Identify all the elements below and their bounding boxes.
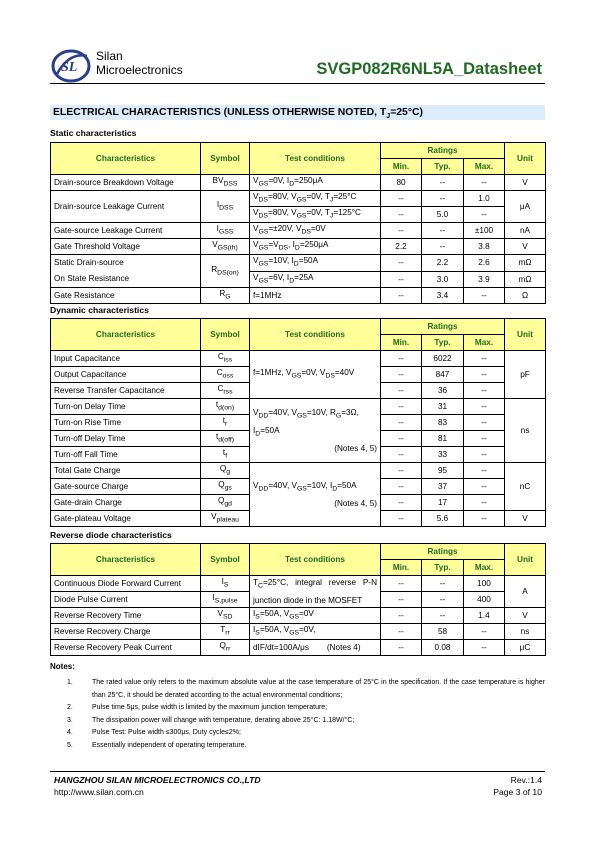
min-value: -- bbox=[381, 624, 422, 640]
typ-value: -- bbox=[422, 576, 464, 592]
min-value: -- bbox=[381, 511, 422, 527]
table-row bbox=[51, 351, 546, 367]
unit-value: V bbox=[505, 175, 546, 191]
col-characteristics: Characteristics bbox=[51, 544, 201, 576]
test-condition: $V_{GS}=0V$, $I_D=250\mu A$ bbox=[250, 175, 381, 191]
dynamic-table bbox=[50, 318, 546, 527]
silan-logo bbox=[51, 48, 91, 84]
col-ratings: Ratings bbox=[381, 143, 505, 159]
col-test-conditions: Test conditions bbox=[250, 319, 381, 351]
document-title: SVGP082R6NL5A_Datasheet bbox=[316, 60, 542, 78]
param-symbol: $I_{GSS}$ bbox=[201, 223, 250, 239]
max-value: 3.8 bbox=[464, 239, 505, 255]
company-name bbox=[96, 49, 183, 77]
min-value: -- bbox=[381, 255, 422, 272]
param-name: Drain-source Breakdown Voltage bbox=[51, 175, 201, 191]
max-value: -- bbox=[464, 479, 505, 495]
param-name: Reverse Recovery Time bbox=[51, 608, 201, 624]
typ-value: 95 bbox=[422, 463, 464, 479]
test-condition: $V_{GS}=6V$, $I_D=25A$ bbox=[250, 271, 381, 288]
typ-value: 5.0 bbox=[422, 207, 464, 223]
table-header-row bbox=[51, 143, 546, 159]
param-name: Turn-off Fall Time bbox=[51, 447, 201, 463]
min-value: -- bbox=[381, 367, 422, 383]
max-value: 2.6 bbox=[464, 255, 505, 272]
col-min: Min. bbox=[381, 560, 422, 576]
param-name: Input Capacitance bbox=[51, 351, 201, 367]
max-value: 1.4 bbox=[464, 608, 505, 624]
test-condition: $V_{GS}=\pm 20V$, $V_{DS}=0V$ bbox=[250, 223, 381, 239]
param-symbol: $I_S$ bbox=[201, 576, 250, 592]
max-value: -- bbox=[464, 431, 505, 447]
footer-url[interactable]: http://www.silan.com.cn bbox=[54, 787, 144, 797]
table-row bbox=[51, 640, 546, 656]
max-value: -- bbox=[464, 495, 505, 511]
min-value: -- bbox=[381, 608, 422, 624]
table-header-row bbox=[51, 544, 546, 560]
test-condition: $V_{DD}=40V$, $V_{GS}=10V$, $R_G=3\Omega$, $I_D=50A$ (Notes 4, 5) bbox=[250, 399, 381, 463]
col-min: Min. bbox=[381, 159, 422, 175]
typ-value: 6022 bbox=[422, 351, 464, 367]
note-item: 3. The dissipation power will change with temperature, derating above 25°C: 1.18W/°C; bbox=[67, 716, 355, 724]
max-value: 400 bbox=[464, 592, 505, 608]
max-value: -- bbox=[464, 624, 505, 640]
max-value: -- bbox=[464, 383, 505, 399]
col-symbol: Symbol bbox=[201, 319, 250, 351]
min-value: -- bbox=[381, 288, 422, 304]
footer-company: HANGZHOU SILAN MICROELECTRONICS CO.,LTD bbox=[54, 775, 261, 785]
param-symbol: $C_{oss}$ bbox=[201, 367, 250, 383]
typ-value: 33 bbox=[422, 447, 464, 463]
typ-value: 0.08 bbox=[422, 640, 464, 656]
table-header-row bbox=[51, 319, 546, 335]
max-value: -- bbox=[464, 367, 505, 383]
param-symbol: $Q_{gs}$ bbox=[201, 479, 250, 495]
col-min: Min. bbox=[381, 335, 422, 351]
max-value: -- bbox=[464, 175, 505, 191]
param-symbol: $R_{DS(on)}$ bbox=[201, 255, 250, 288]
col-characteristics: Characteristics bbox=[51, 319, 201, 351]
col-unit: Unit bbox=[505, 319, 546, 351]
min-value: -- bbox=[381, 223, 422, 239]
static-table bbox=[50, 142, 546, 304]
min-value: -- bbox=[381, 495, 422, 511]
table-row bbox=[51, 399, 546, 415]
max-value: -- bbox=[464, 640, 505, 656]
company-line-2: Microelectronics bbox=[96, 63, 183, 77]
col-max: Max. bbox=[464, 560, 505, 576]
footer-divider bbox=[50, 771, 545, 772]
min-value: -- bbox=[381, 463, 422, 479]
test-condition: dIF/dt=100A/μs (Notes 4) bbox=[250, 640, 381, 656]
col-max: Max. bbox=[464, 335, 505, 351]
header-divider bbox=[50, 83, 545, 84]
col-typ: Typ. bbox=[422, 560, 464, 576]
test-condition: $V_{GS}=10V$, $I_D=50A$ bbox=[250, 255, 381, 272]
param-name: Total Gate Charge bbox=[51, 463, 201, 479]
param-name: Turn-off Delay Time bbox=[51, 431, 201, 447]
typ-value: -- bbox=[422, 223, 464, 239]
unit-value: Ω bbox=[505, 288, 546, 304]
param-name: Static Drain-source On State Resistance bbox=[51, 255, 201, 288]
param-name: Diode Pulse Current bbox=[51, 592, 201, 608]
svg-text:SL: SL bbox=[61, 60, 78, 75]
unit-value: V bbox=[505, 239, 546, 255]
typ-value: 5.6 bbox=[422, 511, 464, 527]
unit-value: V bbox=[505, 511, 546, 527]
min-value: -- bbox=[381, 479, 422, 495]
test-condition: $T_C=25^\circ C$, integral reverse P-N junction diode in the MOSFET bbox=[250, 576, 381, 608]
unit-value: ns bbox=[505, 399, 546, 463]
typ-value: 3.0 bbox=[422, 271, 464, 288]
param-name: Gate-plateau Voltage bbox=[51, 511, 201, 527]
dynamic-title: Dynamic characteristics bbox=[50, 305, 149, 315]
col-unit: Unit bbox=[505, 143, 546, 175]
test-condition: $V_{DD}=40V$, $V_{GS}=10V$, $I_D=50A$ (Notes 4, 5) bbox=[250, 463, 381, 527]
typ-value: 36 bbox=[422, 383, 464, 399]
unit-value: V bbox=[505, 608, 546, 624]
unit-value: ns bbox=[505, 624, 546, 640]
diode-title: Reverse diode characteristics bbox=[50, 530, 172, 540]
col-unit: Unit bbox=[505, 544, 546, 576]
min-value: -- bbox=[381, 592, 422, 608]
max-value: -- bbox=[464, 351, 505, 367]
param-symbol: $C_{iss}$ bbox=[201, 351, 250, 367]
param-symbol: $Q_{gd}$ bbox=[201, 495, 250, 511]
typ-value: -- bbox=[422, 191, 464, 207]
param-symbol: $I_{DSS}$ bbox=[201, 191, 250, 223]
max-value: ±100 bbox=[464, 223, 505, 239]
table-row bbox=[51, 175, 546, 191]
table-row bbox=[51, 288, 546, 304]
max-value: -- bbox=[464, 463, 505, 479]
typ-value: -- bbox=[422, 239, 464, 255]
note-item: 4. Pulse Test: Pulse width ≤300μs, Duty cycle≤2%; bbox=[67, 729, 241, 736]
max-value: 3.9 bbox=[464, 271, 505, 288]
param-name: Continuous Diode Forward Current bbox=[51, 576, 201, 592]
param-symbol: $R_G$ bbox=[201, 288, 250, 304]
max-value: -- bbox=[464, 399, 505, 415]
unit-value: nC bbox=[505, 463, 546, 511]
col-max: Max. bbox=[464, 159, 505, 175]
param-name: Gate-source Charge bbox=[51, 479, 201, 495]
param-name: Reverse Recovery Charge bbox=[51, 624, 201, 640]
unit-value: μC bbox=[505, 640, 546, 656]
col-ratings: Ratings bbox=[381, 319, 505, 335]
unit-value: nA bbox=[505, 223, 546, 239]
test-condition: $I_S=50A$, $V_{GS}=0V$, bbox=[250, 624, 381, 640]
param-symbol: $Q_{rr}$ bbox=[201, 640, 250, 656]
param-symbol: $I_{S,pulse}$ bbox=[201, 592, 250, 608]
typ-value: 37 bbox=[422, 479, 464, 495]
param-name: Gate-source Leakage Current bbox=[51, 223, 201, 239]
typ-value: 2.2 bbox=[422, 255, 464, 272]
min-value: -- bbox=[381, 415, 422, 431]
min-value: -- bbox=[381, 207, 422, 223]
param-name: Gate-drain Charge bbox=[51, 495, 201, 511]
min-value: -- bbox=[381, 191, 422, 207]
test-condition: f=1MHz bbox=[250, 288, 381, 304]
param-symbol: $T_{rr}$ bbox=[201, 624, 250, 640]
param-name: Gate Resistance bbox=[51, 288, 201, 304]
param-symbol: $V_{plateau}$ bbox=[201, 511, 250, 527]
typ-value: 31 bbox=[422, 399, 464, 415]
unit-value: pF bbox=[505, 351, 546, 399]
col-characteristics: Characteristics bbox=[51, 143, 201, 175]
max-value: 100 bbox=[464, 576, 505, 592]
col-symbol: Symbol bbox=[201, 544, 250, 576]
unit-value: mΩ bbox=[505, 271, 546, 288]
max-value: -- bbox=[464, 511, 505, 527]
min-value: -- bbox=[381, 271, 422, 288]
typ-value: 83 bbox=[422, 415, 464, 431]
param-name: Reverse Recovery Peak Current bbox=[51, 640, 201, 656]
min-value: -- bbox=[381, 640, 422, 656]
typ-value: -- bbox=[422, 175, 464, 191]
min-value: -- bbox=[381, 431, 422, 447]
param-symbol: $t_r$ bbox=[201, 415, 250, 431]
param-symbol: $C_{rss}$ bbox=[201, 383, 250, 399]
typ-value: -- bbox=[422, 592, 464, 608]
col-ratings: Ratings bbox=[381, 544, 505, 560]
param-symbol: $t_{d(on)}$ bbox=[201, 399, 250, 415]
footer-revision: Rev.:1.4 bbox=[510, 775, 542, 785]
col-test-conditions: Test conditions bbox=[250, 544, 381, 576]
param-name: Reverse Transfer Capacitance bbox=[51, 383, 201, 399]
unit-value: mΩ bbox=[505, 255, 546, 272]
param-name: Drain-source Leakage Current bbox=[51, 191, 201, 223]
footer-page: Page 3 of 10 bbox=[493, 787, 542, 797]
company-line-1: Silan bbox=[96, 49, 123, 63]
note-item: 5. Essentially independent of operating temperature. bbox=[67, 741, 247, 749]
min-value: -- bbox=[381, 447, 422, 463]
max-value: 1.0 bbox=[464, 191, 505, 207]
notes-title: Notes: bbox=[50, 662, 75, 671]
param-symbol: $BV_{DSS}$ bbox=[201, 175, 250, 191]
note-item: 1. The rated value only refers to the maximum absolute value at the case temperature of 25°C in the specification. If the case temperature is higher than 25°C, it should be derated according to the actual environmental conditions; bbox=[67, 679, 545, 699]
unit-value: μA bbox=[505, 191, 546, 223]
min-value: -- bbox=[381, 383, 422, 399]
table-row bbox=[51, 624, 546, 640]
diode-table bbox=[50, 543, 546, 656]
param-name: Gate Threshold Voltage bbox=[51, 239, 201, 255]
section-title: ELECTRICAL CHARACTERISTICS (UNLESS OTHERWISE NOTED, $T_J=25^\circ C$) bbox=[50, 105, 545, 120]
note-item: 2. Pulse time 5μs, pulse width is limited by the maximum junction temperature; bbox=[67, 704, 328, 711]
typ-value: 58 bbox=[422, 624, 464, 640]
typ-value: -- bbox=[422, 608, 464, 624]
min-value: -- bbox=[381, 351, 422, 367]
min-value: -- bbox=[381, 576, 422, 592]
col-typ: Typ. bbox=[422, 159, 464, 175]
param-symbol: $V_{SD}$ bbox=[201, 608, 250, 624]
static-title: Static characteristics bbox=[50, 128, 137, 138]
param-symbol: $t_{d(off)}$ bbox=[201, 431, 250, 447]
table-row bbox=[51, 608, 546, 624]
max-value: -- bbox=[464, 288, 505, 304]
col-symbol: Symbol bbox=[201, 143, 250, 175]
typ-value: 81 bbox=[422, 431, 464, 447]
min-value: 2.2 bbox=[381, 239, 422, 255]
table-row bbox=[51, 255, 546, 272]
test-condition: $V_{GS}=V_{DS}$, $I_D=250\mu A$ bbox=[250, 239, 381, 255]
test-condition: $V_{DS}=80V$, $V_{GS}=0V$, $T_J=25^\circ C$ bbox=[250, 191, 381, 207]
col-typ: Typ. bbox=[422, 335, 464, 351]
test-condition: $V_{DS}=80V$, $V_{GS}=0V$, $T_J=125^\circ C$ bbox=[250, 207, 381, 223]
test-condition: $I_S=50A$, $V_{GS}=0V$ bbox=[250, 608, 381, 624]
param-symbol: $Q_g$ bbox=[201, 463, 250, 479]
min-value: 80 bbox=[381, 175, 422, 191]
min-value: -- bbox=[381, 399, 422, 415]
param-name: Turn-on Rise Time bbox=[51, 415, 201, 431]
typ-value: 3.4 bbox=[422, 288, 464, 304]
table-row bbox=[51, 576, 546, 592]
max-value: -- bbox=[464, 207, 505, 223]
test-condition: f=1MHz, $V_{GS}=0V$, $V_{DS}=40V$ bbox=[250, 351, 381, 399]
param-symbol: $V_{GS(th)}$ bbox=[201, 239, 250, 255]
unit-value: A bbox=[505, 576, 546, 608]
max-value: -- bbox=[464, 447, 505, 463]
typ-value: 847 bbox=[422, 367, 464, 383]
typ-value: 17 bbox=[422, 495, 464, 511]
table-row bbox=[51, 239, 546, 255]
table-row bbox=[51, 463, 546, 479]
max-value: -- bbox=[464, 415, 505, 431]
param-symbol: $t_f$ bbox=[201, 447, 250, 463]
notes-list bbox=[50, 677, 545, 752]
table-row bbox=[51, 191, 546, 207]
col-test-conditions: Test conditions bbox=[250, 143, 381, 175]
param-name: Turn-on Delay Time bbox=[51, 399, 201, 415]
table-row bbox=[51, 223, 546, 239]
param-name: Output Capacitance bbox=[51, 367, 201, 383]
